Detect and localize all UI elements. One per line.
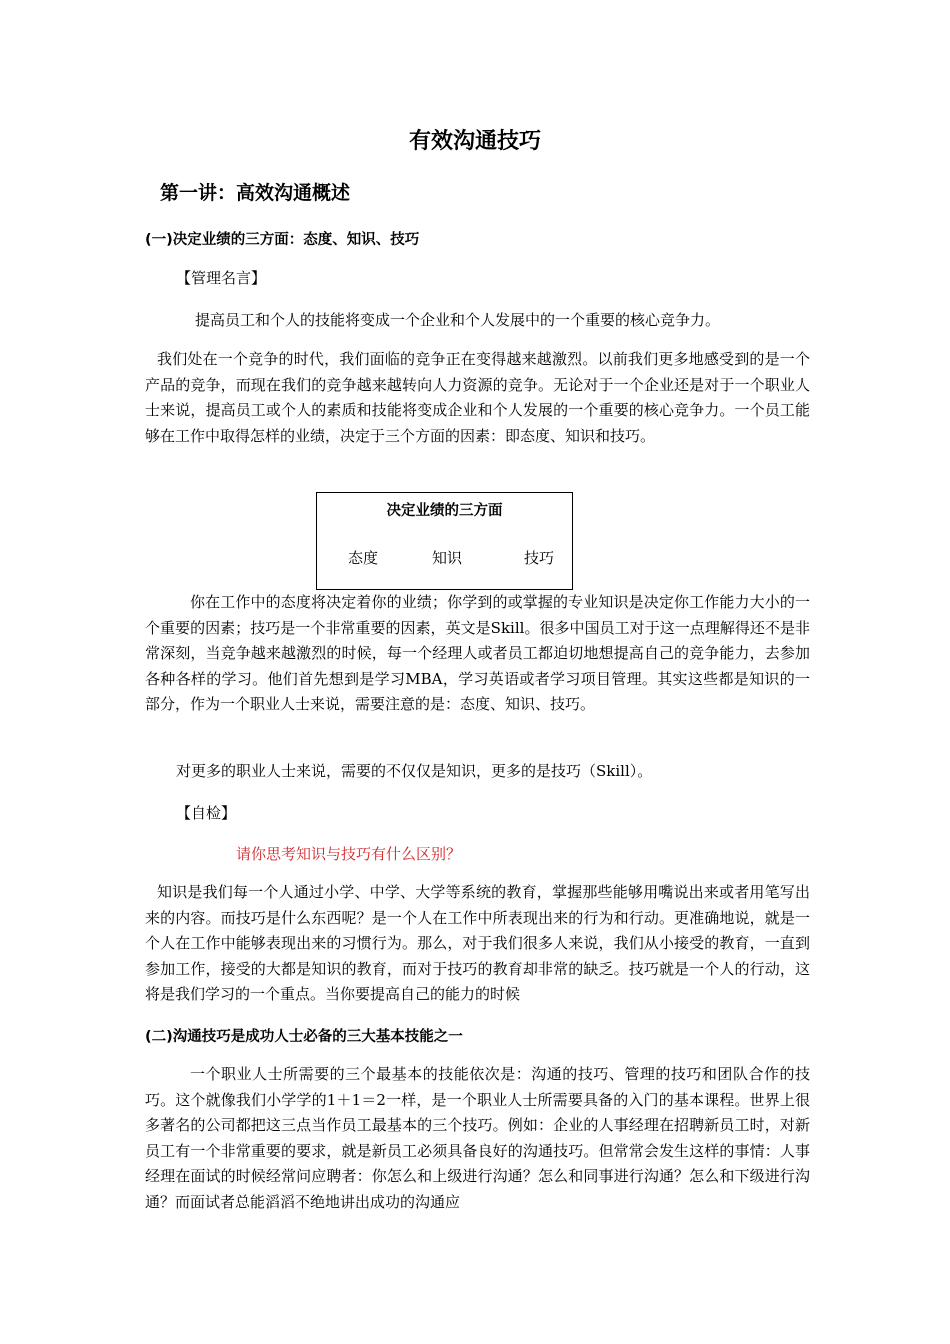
self-check-question: 请你思考知识与技巧有什么区别？ (236, 845, 462, 863)
box-item-knowledge: 知识 (432, 549, 463, 567)
three-aspects-box (316, 492, 573, 590)
paragraph-knowledge-vs-skill: 知识是我们每一个人通过小学、中学、大学等系统的教育，掌握那些能够用嘴说出来或者用笔写出来的内容。而技巧是什么东西呢？是一个人在工作中所表现出来的行为和行动。更准确地说，就是一个人在工作中能够表现出来的习惯行为。那么，对于我们很多人来说，我们从小接受的教育，一直到参加工作，接受的大都是知识的教育，而对于技巧的教育却非常的缺乏。技巧就是一个人的行动，这将是我们学习的一个重点。当你要提高自己的能力的时候 (145, 883, 810, 1003)
section-2-heading: (二)沟通技巧是成功人士必备的三大基本技能之一 (145, 1029, 463, 1045)
document-title: 有效沟通技巧 (408, 129, 541, 154)
self-check-tag: 【自检】 (176, 804, 237, 822)
paragraph-attitude-knowledge-skill: 你在工作中的态度将决定着你的业绩；你学到的或掌握的专业知识是决定你工作能力大小的一个重要的因素；技巧是一个非常重要的因素，英文是Skill。很多中国员工对于这一点理解得还不是非常深刻，当竞争越来越激烈的时候，每一个经理人或者员工都迫切地想提高自己的竞争能力，去参加各种各样的学习。他们首先想到是学习MBA，学习英语或者学习项目管理。其实这些都是知识的一部分，作为一个职业人士来说，需要注意的是：态度、知识、技巧。 (145, 593, 810, 713)
box-item-attitude: 态度 (348, 549, 379, 567)
paragraph-competition: 我们处在一个竞争的时代，我们面临的竞争正在变得越来越激烈。以前我们更多地感受到的是一个产品的竞争，而现在我们的竞争越来越转向人力资源的竞争。无论对于一个企业还是对于一个职业人士来说，提高员工或个人的素质和技能将变成企业和个人发展的一个重要的核心竞争力。一个员工能够在工作中取得怎样的业绩，决定于三个方面的因素：即态度、知识和技巧。 (145, 350, 810, 445)
management-quote: 提高员工和个人的技能将变成一个企业和个人发展中的一个重要的核心竞争力。 (195, 311, 721, 329)
management-quote-tag: 【管理名言】 (176, 269, 267, 287)
box-item-skill: 技巧 (524, 549, 555, 567)
section-1-heading: (一)决定业绩的三方面：态度、知识、技巧 (145, 232, 420, 248)
lecture-title: 第一讲：高效沟通概述 (160, 182, 351, 204)
paragraph-three-basic-skills: 一个职业人士所需要的三个最基本的技能依次是：沟通的技巧、管理的技巧和团队合作的技巧。这个就像我们小学学的1＋1＝2一样，是一个职业人士所需要具备的入门的基本课程。世界上很多著名的公司都把这三点当作员工最基本的三个技巧。例如：企业的人事经理在招聘新员工时，对新员工有一个非常重要的要求，就是新员工必须具备良好的沟通技巧。但常常会发生这样的事情：人事经理在面试的时候经常问应聘者：你怎么和上级进行沟通？怎么和同事进行沟通？怎么和下级进行沟通？而面试者总能滔滔不绝地讲出成功的沟通应 (145, 1065, 810, 1211)
three-aspects-box-title: 决定业绩的三方面 (386, 503, 503, 519)
paragraph-skill-needed: 对更多的职业人士来说，需要的不仅仅是知识，更多的是技巧（Skill）。 (176, 762, 653, 780)
